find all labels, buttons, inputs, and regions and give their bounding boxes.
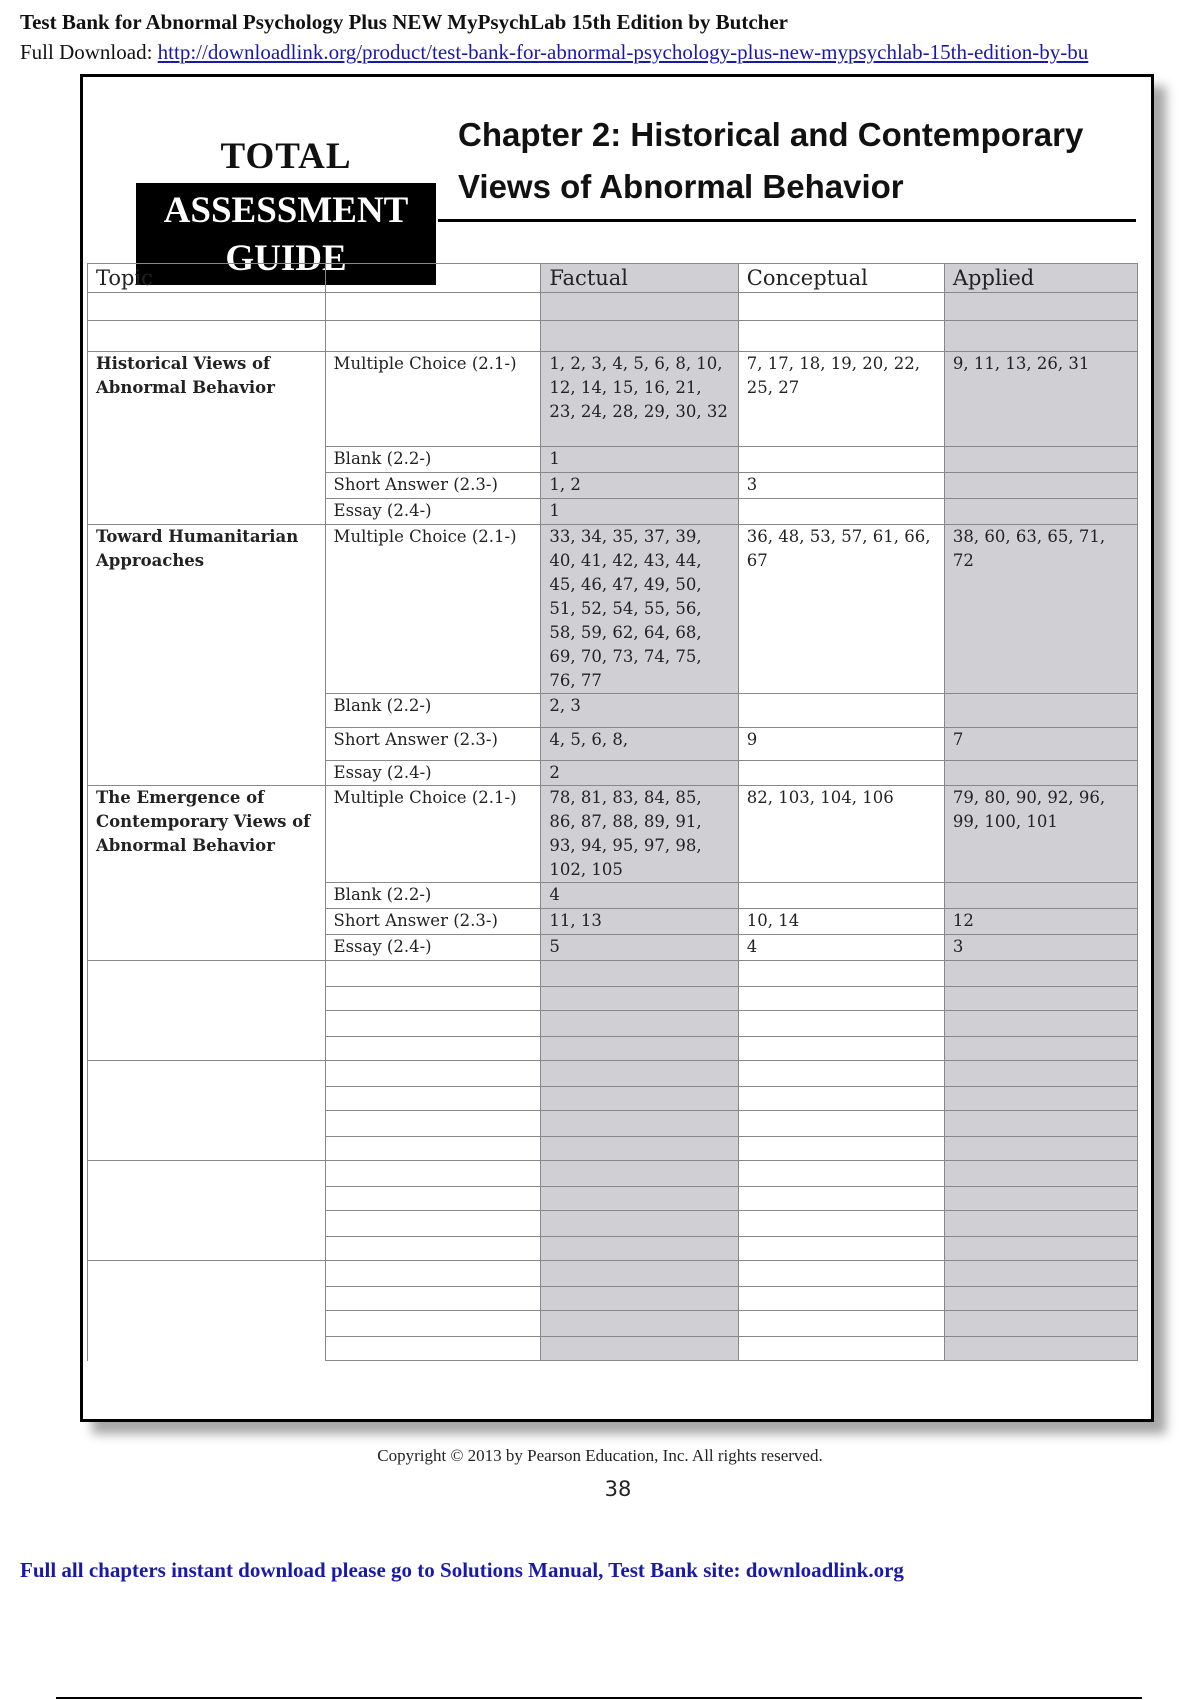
page-bottom-rule [56, 1697, 1142, 1699]
empty-cell [541, 1337, 738, 1361]
applied-cell: 7 [944, 728, 1137, 761]
factual-cell: 5 [541, 935, 738, 961]
header-type [325, 264, 541, 293]
download-link[interactable]: http://downloadlink.org/product/test-bank-for-abnormal-psychology-plus-new-mypsychlab-15th-edition-by-bu [157, 40, 1089, 64]
empty-cell [738, 1337, 944, 1361]
topic-cell: Historical Views of Abnormal Behavior [88, 352, 326, 525]
empty-cell [325, 1187, 541, 1211]
empty-cell [541, 1111, 738, 1137]
copyright-notice: Copyright © 2013 by Pearson Education, Inc. All rights reserved. [377, 1446, 823, 1465]
conceptual-cell [738, 883, 944, 909]
empty-cell [325, 961, 541, 987]
factual-cell: 11, 13 [541, 909, 738, 935]
empty-cell [944, 1211, 1137, 1237]
empty-cell [738, 1061, 944, 1087]
empty-cell [541, 1161, 738, 1187]
conceptual-cell: 7, 17, 18, 19, 20, 22, 25, 27 [738, 352, 944, 447]
empty-topic-cell [88, 961, 326, 1061]
logo-line-total: TOTAL [220, 136, 352, 177]
factual-cell: 2, 3 [541, 694, 738, 728]
applied-cell: 38, 60, 63, 65, 71, 72 [944, 525, 1137, 694]
factual-cell: 1 [541, 447, 738, 473]
footer-download-text[interactable]: Full all chapters instant download please go to Solutions Manual, Test Bank site: downloadlink.org [20, 1558, 904, 1582]
empty-cell [541, 1237, 738, 1261]
empty-cell [325, 1037, 541, 1061]
document-title: Test Bank for Abnormal Psychology Plus NEW MyPsychLab 15th Edition by Butcher [20, 10, 788, 34]
empty-cell [944, 1037, 1137, 1061]
empty-cell [325, 1011, 541, 1037]
table-row [88, 786, 1138, 883]
factual-cell: 4 [541, 883, 738, 909]
empty-cell [738, 1237, 944, 1261]
conceptual-cell: 4 [738, 935, 944, 961]
empty-topic-cell [88, 1061, 326, 1161]
empty-cell [325, 1287, 541, 1311]
assessment-guide-frame [80, 74, 1154, 1422]
question-type-cell: Essay (2.4-) [325, 935, 541, 961]
applied-cell: 79, 80, 90, 92, 96, 99, 100, 101 [944, 786, 1137, 883]
table-spacer-row [88, 321, 1138, 352]
table-row [88, 352, 1138, 447]
page-number: 38 [604, 1477, 632, 1501]
question-type-cell: Short Answer (2.3-) [325, 728, 541, 761]
topic-cell: The Emergence of Contemporary Views of Abnormal Behavior [88, 786, 326, 961]
conceptual-cell: 36, 48, 53, 57, 61, 66, 67 [738, 525, 944, 694]
applied-cell: 3 [944, 935, 1137, 961]
empty-cell [738, 987, 944, 1011]
logo-line-guide: GUIDE [225, 238, 347, 279]
topic-cell: Toward Humanitarian Approaches [88, 525, 326, 786]
empty-cell [325, 1237, 541, 1261]
applied-cell [944, 883, 1137, 909]
factual-cell: 1 [541, 499, 738, 525]
empty-row [88, 1061, 1138, 1087]
applied-cell [944, 694, 1137, 728]
chapter-title [458, 109, 1138, 213]
applied-cell [944, 473, 1137, 499]
empty-cell [325, 1061, 541, 1087]
empty-cell [944, 1337, 1137, 1361]
factual-cell: 2 [541, 761, 738, 786]
empty-cell [541, 1011, 738, 1037]
table-spacer-row [88, 293, 1138, 321]
empty-cell [325, 1137, 541, 1161]
applied-cell [944, 761, 1137, 786]
conceptual-cell [738, 761, 944, 786]
table-header-row [88, 264, 1138, 293]
question-type-cell: Short Answer (2.3-) [325, 473, 541, 499]
header-conceptual: Conceptual [738, 264, 944, 293]
empty-cell [944, 1061, 1137, 1087]
conceptual-cell [738, 694, 944, 728]
empty-cell [944, 1287, 1137, 1311]
chapter-title-line2: Views of Abnormal Behavior [458, 168, 904, 205]
empty-cell [325, 1087, 541, 1111]
empty-cell [541, 1287, 738, 1311]
empty-cell [738, 1037, 944, 1061]
empty-cell [944, 1237, 1137, 1261]
assessment-table-body [88, 264, 1138, 1361]
empty-row [88, 961, 1138, 987]
empty-cell [738, 1311, 944, 1337]
empty-cell [738, 1011, 944, 1037]
empty-cell [325, 1337, 541, 1361]
empty-cell [944, 1137, 1137, 1161]
empty-cell [738, 1161, 944, 1187]
empty-cell [325, 987, 541, 1011]
empty-row [88, 1161, 1138, 1187]
empty-cell [944, 1161, 1137, 1187]
empty-cell [944, 1087, 1137, 1111]
empty-topic-cell [88, 1161, 326, 1261]
empty-cell [738, 1087, 944, 1111]
conceptual-cell [738, 447, 944, 473]
empty-cell [738, 1287, 944, 1311]
empty-cell [738, 961, 944, 987]
empty-cell [944, 1311, 1137, 1337]
empty-cell [944, 1011, 1137, 1037]
factual-cell: 78, 81, 83, 84, 85, 86, 87, 88, 89, 91, 93, 94, 95, 97, 98, 102, 105 [541, 786, 738, 883]
conceptual-cell: 9 [738, 728, 944, 761]
factual-cell: 33, 34, 35, 37, 39, 40, 41, 42, 43, 44, 45, 46, 47, 49, 50, 51, 52, 54, 55, 56, 58, 59, 62, 64, 68, 69, 70, 73, 74, 75, 76, 77 [541, 525, 738, 694]
applied-cell: 9, 11, 13, 26, 31 [944, 352, 1137, 447]
empty-cell [738, 1111, 944, 1137]
assessment-table [87, 263, 1138, 1361]
header-factual: Factual [541, 264, 738, 293]
empty-row [88, 1261, 1138, 1287]
applied-cell: 12 [944, 909, 1137, 935]
question-type-cell: Multiple Choice (2.1-) [325, 352, 541, 447]
chapter-title-line1: Chapter 2: Historical and Contemporary [458, 116, 1084, 153]
question-type-cell: Multiple Choice (2.1-) [325, 786, 541, 883]
empty-cell [325, 1111, 541, 1137]
empty-cell [944, 961, 1137, 987]
empty-cell [541, 1261, 738, 1287]
table-row [88, 525, 1138, 694]
empty-cell [541, 1311, 738, 1337]
question-type-cell: Multiple Choice (2.1-) [325, 525, 541, 694]
empty-cell [738, 1187, 944, 1211]
empty-cell [325, 1261, 541, 1287]
empty-topic-cell [88, 1261, 326, 1361]
empty-cell [541, 961, 738, 987]
empty-cell [541, 1087, 738, 1111]
download-line [20, 40, 1200, 65]
empty-cell [541, 987, 738, 1011]
empty-cell [325, 1161, 541, 1187]
applied-cell [944, 447, 1137, 473]
download-label: Full Download: [20, 40, 158, 64]
empty-cell [944, 1261, 1137, 1287]
empty-cell [738, 1211, 944, 1237]
empty-cell [541, 1137, 738, 1161]
empty-cell [541, 1037, 738, 1061]
question-type-cell: Blank (2.2-) [325, 694, 541, 728]
title-divider [438, 219, 1136, 222]
empty-cell [738, 1137, 944, 1161]
empty-cell [325, 1211, 541, 1237]
empty-cell [944, 1111, 1137, 1137]
empty-cell [944, 1187, 1137, 1211]
empty-cell [541, 1211, 738, 1237]
applied-cell [944, 499, 1137, 525]
empty-cell [738, 1261, 944, 1287]
empty-cell [541, 1061, 738, 1087]
empty-cell [325, 1311, 541, 1337]
question-type-cell: Blank (2.2-) [325, 447, 541, 473]
question-type-cell: Essay (2.4-) [325, 761, 541, 786]
conceptual-cell [738, 499, 944, 525]
header-topic: Topic [88, 264, 326, 293]
logo-line-assessment: ASSESSMENT [163, 190, 409, 231]
factual-cell: 4, 5, 6, 8, [541, 728, 738, 761]
conceptual-cell: 3 [738, 473, 944, 499]
empty-cell [944, 987, 1137, 1011]
conceptual-cell: 82, 103, 104, 106 [738, 786, 944, 883]
conceptual-cell: 10, 14 [738, 909, 944, 935]
empty-cell [541, 1187, 738, 1211]
question-type-cell: Short Answer (2.3-) [325, 909, 541, 935]
factual-cell: 1, 2 [541, 473, 738, 499]
factual-cell: 1, 2, 3, 4, 5, 6, 8, 10, 12, 14, 15, 16, 21, 23, 24, 28, 29, 30, 32 [541, 352, 738, 447]
question-type-cell: Essay (2.4-) [325, 499, 541, 525]
question-type-cell: Blank (2.2-) [325, 883, 541, 909]
header-applied: Applied [944, 264, 1137, 293]
